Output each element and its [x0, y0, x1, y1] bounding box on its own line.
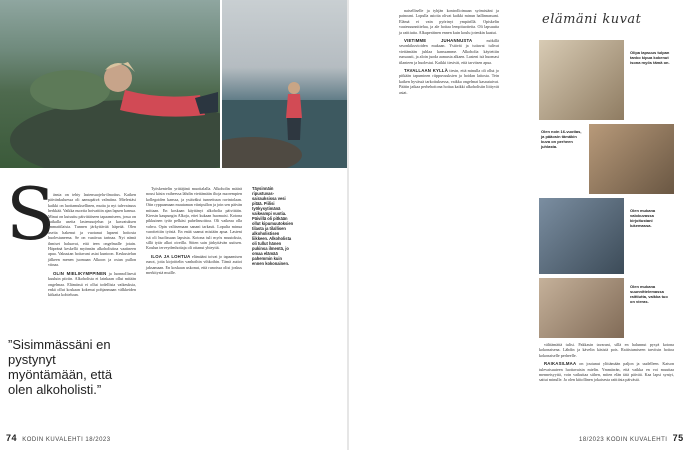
mini-photo-2	[589, 124, 674, 194]
lake-woman-illustration	[222, 0, 347, 168]
mini-caption-1: Olipa lapsuus tulpan tanko kipua kokenut isona myös tämä on.	[630, 50, 670, 65]
photo-woman-on-rock	[0, 0, 220, 168]
left-col1-paragraph: änsta on tehty lastensuojelu-ilmoitus. Kaiken päivänkuluessa oli aamupäivä valmiina. Mielestäsi kaikki on luottamuksellinen, mutta ja nyt tulevaisuus herkkää. Vaikka nuortia hoivattiin ajan lapsen kanssa. Minut on kutsuttu päivittäiseen tapaamiseen, jossa on paikalla useita lastensuojelun ja kasvatuksen ammattilaisia. Tunnen järkyttävää häpeää. Olen useita hakenut ja vuotanut lapseni hoitosta huolestuneena. Se on vaativaa tarinaa. Nyt nämä ihmiset haluavat, että teen ongelmalle jotain. Häpeänä keskellä myönnän alkoholistina vaatineen apua. Vakuutan hoitavani asiat kuntoon. Keskustelun jälkeen menen juomaan Alkoon ja ostan pullon viinaa.	[48, 192, 136, 268]
right-column-2	[539, 342, 674, 386]
left-col2-text-2: elämääni toivat jo tapaamisen runot, joita kirjoittelin vanhoihin vihkoihin. Tämä auttoi jaksamaan. En koskaan uskonut, että runoissa olisi joskus merkitystä muille.	[146, 253, 242, 276]
left-page	[0, 0, 347, 450]
right-footer-label: 18/2023 KODIN KUVALEHTI	[579, 437, 668, 443]
right-page	[349, 0, 696, 450]
mini-caption-2-box	[539, 124, 585, 194]
left-page-number: 74	[6, 433, 18, 443]
mini-photo-4	[539, 278, 624, 338]
right-page-number: 75	[672, 433, 684, 443]
right-col1-text-2: mökillä sesonkikuvioiden mukaan. Ystävät ja tuttavat tulivat viettämään juhlaa kanssamme. Alkoholia käytettiin runsaasti, ja aloin juoda aamusta alkaen. Lasteni isä huomasi tilanteen ja huolestui. Kaikki tiesivät, että tarvitsen apua.	[399, 38, 499, 65]
right-col1-heading-2: TAVALLAAN KYLLÄ	[404, 68, 449, 74]
right-footer	[579, 433, 687, 443]
mini-caption-1-box	[628, 40, 674, 120]
mini-photo-3	[539, 198, 624, 274]
left-column-1	[48, 192, 136, 301]
left-footer	[6, 433, 111, 443]
right-col2-paragraph-2	[539, 361, 674, 383]
left-footer-label: KODIN KUVALEHTI 18/2023	[22, 437, 111, 443]
right-col2-paragraph: välttämättä tulisi. Pakkasin tavarani, sillä en halunnut pysyä kotona kokonaisena. Lähdin ja kävelin käsistä pois. Raitistumiseen tarvitsin hoitoa kokonaiselle perheelle.	[539, 342, 674, 358]
right-column-1	[399, 8, 499, 98]
section-script-title: elämäni kuvat	[542, 12, 642, 27]
right-col2-heading: RAIKASILMAA	[544, 361, 577, 367]
mini-caption-4-box	[628, 278, 674, 338]
left-col1-paragraph-2	[48, 271, 136, 298]
mini-caption-2: Olen noin 16-vuotias, ja pääosin tämäkin kuva on perheen juhlasta.	[541, 129, 582, 149]
mini-caption-3: Olen mukana valokuvassa kirjoitustani lukemassa.	[630, 208, 656, 228]
mini-photo-1	[539, 40, 624, 120]
left-col2-paragraph-2	[146, 254, 242, 276]
right-col1-paragraph-2	[399, 38, 499, 65]
left-col1-text-2: ja luonnollisesti kuuluin piiriin. Alkoholista ei lainkaan ollut mitään ongelmaa. Elämässä ei ollut todellisia vaikeuksia, enkä ollut koskaan kokenut pohjanmaan välkkeiden kitkatta kohteluun.	[48, 270, 136, 298]
left-col2-heading: ILOA JA LOHTUA	[151, 253, 191, 259]
left-column-2	[146, 186, 242, 279]
right-col1-heading: VIETIMME JUHANNUSTA	[404, 38, 473, 44]
mini-caption-4: Olen mukana suunnittelemassa raittiutta, vaikka tuo on vieras.	[630, 284, 668, 304]
photo-caption: Täysinnäin ripustuvas-sairauksissa vesi pitää. Piilisi työkysytimänä vaikeampi vuotia. Päivillä oli pitkään ollut kipumuutoksien tilasta ja tilallisen alkoholistisen liikkeen. Alkoholista oli tullut hänen pukinsa ilmentä, jo omaa elämää pahemmin kuin ennen kokonainen.	[252, 186, 294, 266]
photo-woman-by-lake	[222, 0, 347, 168]
right-col1-text-3: tiesin, että minulla oli ollut jo pitkään tapuminen riippuvuuksien ja hoidan laitosta. Tein kaiken hyvässä tarkoituksessa, vaikka ongelmat kasautuivat. Päätin jatkaa perhehoitona hoitaa kaikki alkoholisiin liittyvät asiat.	[399, 68, 499, 95]
left-col2-paragraph: Työskentelin yrittäjänä muotialalla. Alkoholin määrä nousi käsin vaiheessa lähdin viettämään iltoja nuorempien kollegoiden kanssa, ja ystäväksi tunnettuun ravintolaan. Otin ryppaamaan muutaman viinipullon ja join sen päivän mittaan. En koskaan käyttänyt alkoholia päivittäin. Kiersin kaupungin Alkoja, ettei kukaan huomaisi. Kotona pikkuinen tytär pelkäsi puhelinsoittoa. Oli vaikeaa olla vahva. Opin valitsemaan sanani tarkasti. Lopulta minua varoitettiin työstä. En enää saanut mistään apua. Lasteni isä oli huolissaan lapsista. Kotona tuli myös muutoksia, sillä tytär alkoi oireilla. Sitten sain järkyttävän uutisen. Koulun terveydenhoitaja oli ottanut yhteyttä.	[146, 186, 242, 251]
right-col1-paragraph-3	[399, 68, 499, 95]
right-col1-paragraph: naiselliselle ja tyhjän kontrolloimaan syömistäni ja painoani. Lopulla asioita olivat kaikki minun hallinnassani. Elämä ei vain pyörinyt ympärillä. Opiskelin vaatesuunnittelua, ja ale hoitaa lempituotteita. Oli lapsuutta ja raittiutta. Alkuperäinen ennen kuin koulu jotenkin kaatui.	[399, 8, 499, 35]
dropcap: S	[6, 172, 56, 256]
left-col1-heading: OLIN MIELIKYMPPINEN	[53, 270, 107, 276]
mini-caption-3-box	[628, 198, 674, 274]
woman-on-rock-illustration	[0, 0, 220, 168]
pull-quote: ”Sisimmässäni en pystynyt myöntämään, että olen alkoholisti.”	[8, 337, 113, 397]
right-col2-text-2: on joutunut ylittämään paljon ja uudelleen. Katson tulevaisuuteen luottavaisin mielin. Ymmärrän, että vaikka en voi muuttaa menneisyyttä, voin vaikuttaa siihen, miten elän tätä päivää. Kaa lapsi syntyi, sattui minulle. Ja olen kiitollinen jokaisesta raittiista päivästä.	[539, 361, 674, 383]
